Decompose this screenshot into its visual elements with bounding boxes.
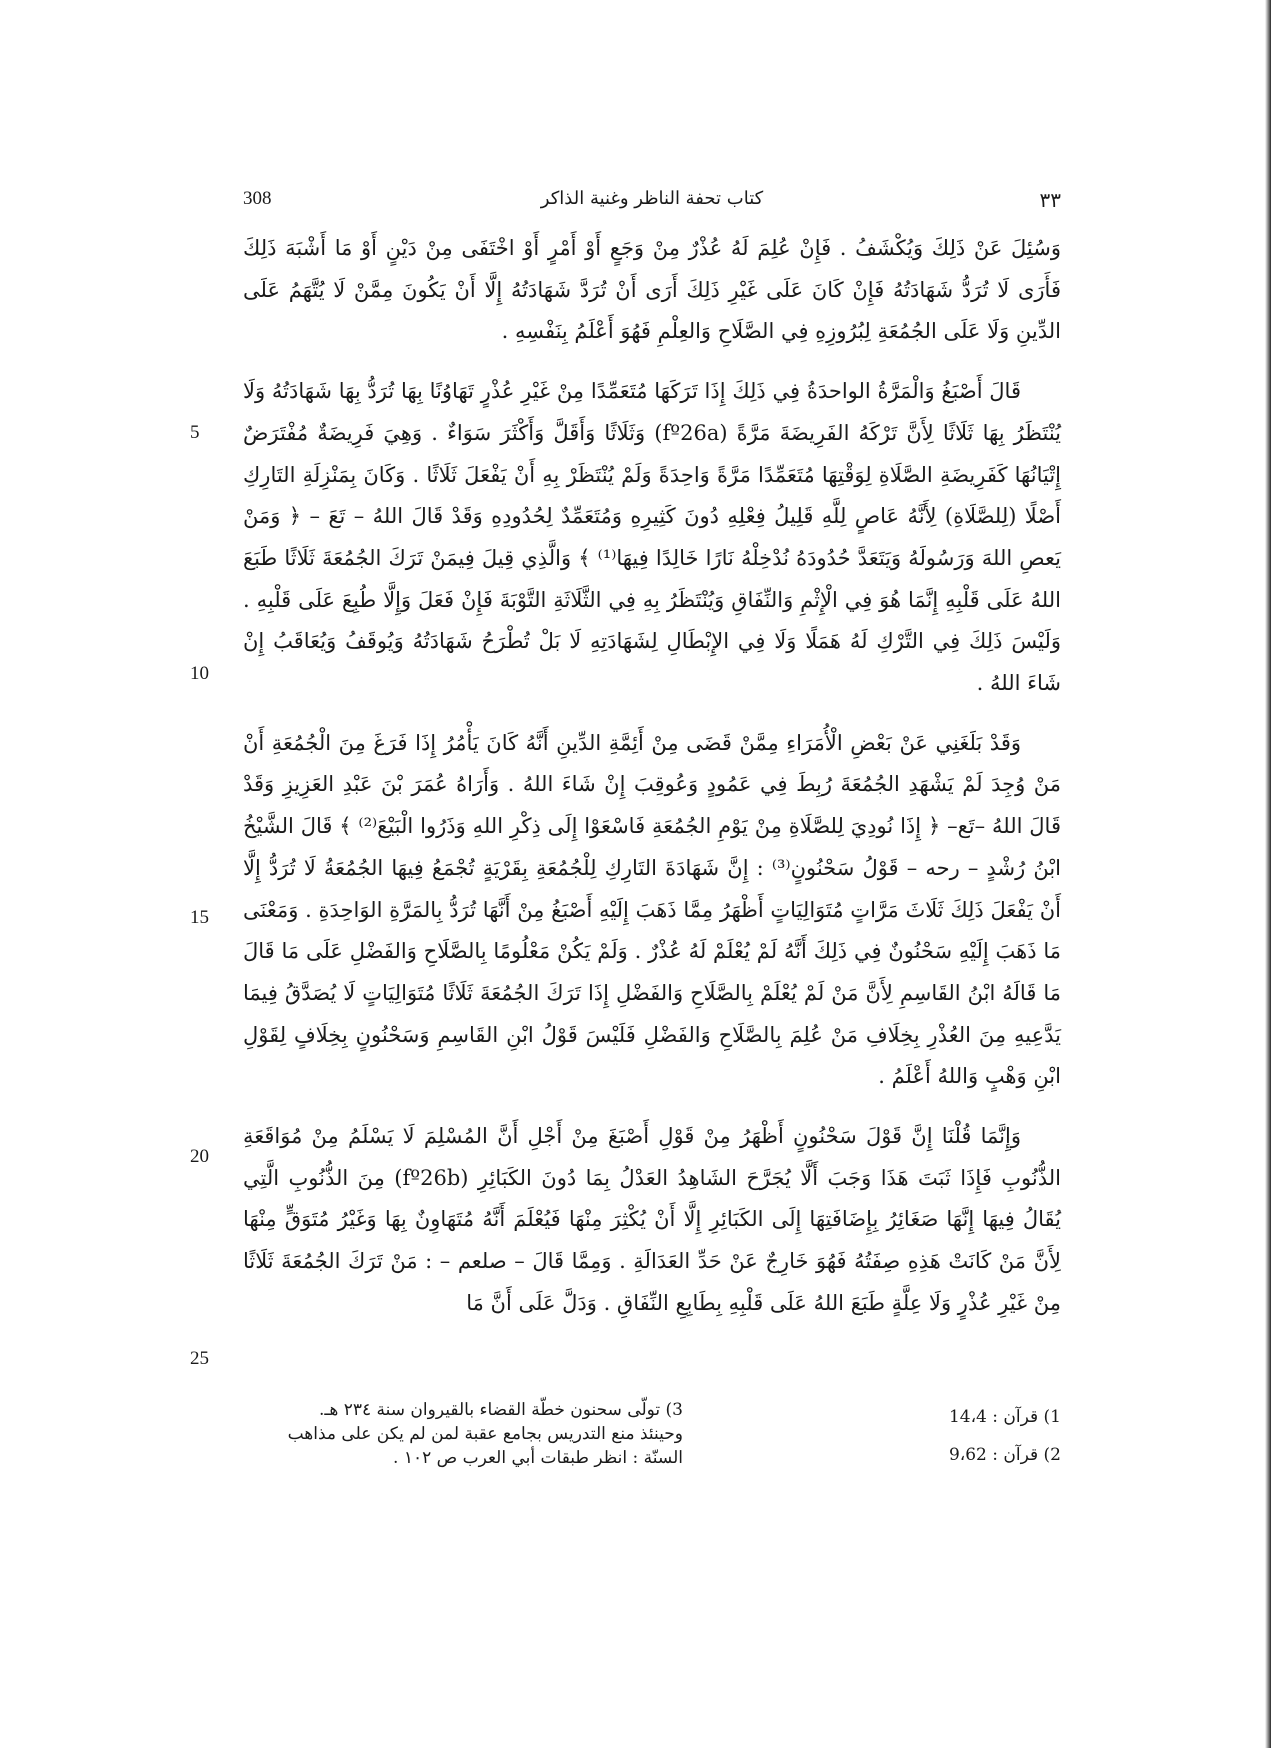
paragraph: وَقَدْ بَلَغَنِي عَنْ بَعْضِ الْأُمَرَاءِ مِمَّنْ قَضَى مِنْ أَئِمَّةِ الدِّينِ أَنَّهُ كَانَ يَأْمُرُ إِذَا فَرَغَ مِنَ الْجُمُعَةِ أَنْ مَنْ وُجِدَ لَمْ يَشْهَدِ الجُمُعَةَ رُبِطَ فِي عَمُودٍ وَعُوقِبَ إِنْ شَاءَ اللهُ . وَأَرَاهُ عُمَرَ بْنَ عَبْدِ العَزِيزِ وَقَدْ قَالَ اللهُ –تَع– ﴿ إِذَا نُودِيَ لِلصَّلَاةِ مِنْ يَوْمِ الجُمُعَةِ فَاسْعَوْا إِلَى ذِكْرِ اللهِ وَذَرُوا الْبَيْعَ⁽²⁾ ﴾ قَالَ الشَّيْخُ ابْنُ رُشْدٍ – رحه – قَوْلُ سَحْنُونٍ⁽³⁾ : إِنَّ شَهَادَةَ التَارِكِ لِلْجُمُعَةِ بِقَرْيَةٍ تُجْمَعُ فِيهَا الجُمُعَةُ لَا تُرَدُّ إِلَّا أَنْ يَفْعَلَ ذَلِكَ ثَلَاثَ مَرَّاتٍ مُتَوَالِيَاتٍ أَظْهَرُ مِمَّا ذَهَبَ إِلَيْهِ أَصْبَغُ مِنْ أَنَّهَا تُرَدُّ بِالمَرَّةِ الوَاحِدَةِ . وَمَعْنَى مَا ذَهَبَ إِلَيْهِ سَحْنُونٌ فِي ذَلِكَ أَنَّهُ لَمْ يُعْلَمْ لَهُ عُذْرٌ . وَلَمْ يَكُنْ مَعْلُومًا بِالصَّلَاحِ وَالفَضْلِ عَلَى مَا قَالَ مَا قَالَهُ ابْنُ القَاسِمِ لِأَنَّ مَنْ لَمْ يُعْلَمْ بِالصَّلَاحِ وَالفَضْلِ إِذَا تَرَكَ الجُمُعَةَ ثَلَاثًا مُتَوَالِيَاتٍ لَا يُصَدَّقُ فِيمَا يَدَّعِيهِ مِنَ العُذْرِ بِخِلَافِ مَنْ عُلِمَ بِالصَّلَاحِ وَالفَضْلِ فَلَيْسَ قَوْلُ ابْنِ القَاسِمِ وَسَحْنُونٍ بِخِلَافٍ لِقَوْلِ ابْنِ وَهْبٍ وَاللهُ أَعْلَمُ . xyxy=(243,730,1061,1089)
footnotes-left-column xyxy=(243,1398,683,1470)
book-title: كتاب تحفة الناظر وغنية الذاكر xyxy=(540,188,764,209)
running-head xyxy=(243,188,1061,218)
line-number: 5 xyxy=(190,422,200,443)
paragraph: قَالَ أَصْبَغُ وَالْمَرَّةُ الواحدَةُ فِي ذَلِكَ إِذَا تَرَكَهَا مُتَعَمِّدًا مِنْ غَيْرِ عُذْرٍ تَهَاوُنًا بِهَا تُرَدُّ بِهَا شَهَادَتُهُ وَلَا يُنْتَظَرُ بِهَا ثَلَاثًا لِأَنَّ تَرْكَهُ الفَرِيضَةَ مَرَّةً (fº26a) وَثَلَاثًا وَأَقَلَّ وَأَكْثَرَ سَوَاءٌ . وَهِيَ فَرِيضَةٌ مُفْتَرَضٌ إِتْيَانُهَا كَفَرِيضَةِ الصَّلَاةِ لِوَقْتِهَا مُتَعَمِّدًا مَرَّةً وَاحِدَةً وَلَمْ يُنْتَظَرْ بِهِ أَنْ يَفْعَلَ ثَلَاثًا . وَكَانَ بِمَنْزِلَةِ التَارِكِ أَصْلًا (لِلصَّلَاةِ) لِأَنَّهُ عَاصٍ لِلَّهِ قَلِيلُ فِعْلِهِ دُونَ كَثِيرِهِ وَمُتَعَمِّدٌ لِحُدُودِهِ وَقَدْ قَالَ اللهُ – تَعَ – ﴿ وَمَنْ يَعصِ اللهَ وَرَسُولَهُ وَيَتَعَدَّ حُدُودَهُ نُدْخِلْهُ نَارًا خَالِدًا فِيهَا⁽¹⁾ ﴾ وَالَّذِي قِيلَ فِيمَنْ تَرَكَ الجُمُعَةَ ثَلَاثًا طَبَعَ اللهُ عَلَى قَلْبِهِ إِنَّمَا هُوَ فِي الْإِثْمِ وَالنِّفَاقِ وَيُنْتَظَرُ بِهِ فِي الثَّلَاثَةِ التَّوْبَةَ فَإِنْ فَعَلَ وَإِلَّا طُبِعَ عَلَى قَلْبِهِ . وَلَيْسَ ذَلِكَ فِي التَّرْكِ لَهُ هَمَلًا وَلَا فِي الإِبْطَالِ لِشَهَادَتِهِ لَا بَلْ تُطْرَحُ شَهَادَتُهُ وَيُوقَفُ وَيُعَاقَبُ إِنْ شَاءَ اللهُ . xyxy=(243,379,1061,696)
footnote-continuation: وحينئذ منع التدريس بجامع عقبة لمن لم يكن على مذاهب xyxy=(287,1424,683,1444)
footnotes-right-column xyxy=(821,1398,1061,1474)
arabic-page-number: ٣٣ xyxy=(1039,188,1061,212)
line-number: 25 xyxy=(190,1348,209,1369)
line-number: 10 xyxy=(190,663,209,684)
scan-edge-shadow xyxy=(1265,0,1271,1748)
line-number: 15 xyxy=(190,907,209,928)
paragraph: وَسُئِلَ عَنْ ذَلِكَ وَيُكْشَفُ . فَإِنْ عُلِمَ لَهُ عُذْرٌ مِنْ وَجَعٍ أَوْ أَمْرٍ أَوْ اخْتَفَى مِنْ دَيْنٍ أَوْ مَا أَشْبَهَ ذَلِكَ فَأَرَى لَا تُرَدُّ شَهَادَتُهُ فَإِنْ كَانَ عَلَى غَيْرِ ذَلِكَ أَرَى أَنْ تُرَدَّ شَهَادَتُهُ إِلَّا أَنْ يَكُونَ مِمَّنْ لَا يُتَّهَمُ عَلَى الدِّينِ وَلَا عَلَى الجُمُعَةِ لِبُرُوزِهِ فِي الصَّلَاحِ وَالعِلْمِ فَهُوَ أَعْلَمُ بِنَفْسِهِ . xyxy=(243,236,1061,344)
paragraph: وَإِنَّمَا قُلْنَا إِنَّ قَوْلَ سَحْنُونٍ أَظْهَرُ مِنْ قَوْلِ أَصْبَغَ مِنْ أَجْلِ أَنَّ المُسْلِمَ لَا يَسْلَمُ مِنْ مُوَاقَعَةِ الذُّنُوبِ فَإِذَا ثَبَتَ هَذَا وَجَبَ أَلَّا يُجَرَّحَ الشَاهِدُ العَدْلُ بِمَا دُونَ الكَبَائِرِ (fº26b) مِنَ الذُّنُوبِ الَّتِي يُقَالُ فِيهَا إِنَّهَا صَغَائِرُ بِإِضَافَتِهَا إِلَى الكَبَائِرِ إِلَّا أَنْ يُكْثِرَ مِنْهَا فَيُعْلَمَ أَنَّهُ مُتَهَاوِنٌ بِهَا وَغَيْرُ مُتَوَقٍّ مِنْهَا لِأَنَّ مَنْ كَانَتْ هَذِهِ صِفَتُهُ فَهُوَ خَارِجٌ عَنْ حَدِّ العَدَالَةِ . وَمِمَّا قَالَ – صلعم – : مَنْ تَرَكَ الجُمُعَةَ ثَلَاثًا مِنْ غَيْرِ عُذْرٍ وَلَا عِلَّةٍ طَبَعَ اللهُ عَلَى قَلْبِهِ بِطَابِعِ النِّفَاقِ . وَدَلَّ عَلَى أَنَّ مَا xyxy=(243,1124,1062,1315)
line-number: 20 xyxy=(190,1146,209,1167)
footnote-continuation: السنّة : انظر طبقات أبي العرب ص ١٠٢ . xyxy=(393,1448,683,1468)
footnote: 2) قرآن : 9،62 xyxy=(948,1445,1061,1465)
footnote: 1) قرآن : 14،4 xyxy=(948,1407,1061,1427)
footnote: 3) تولّى سحنون خطّة القضاء بالقيروان سنة ٢٣٤ هـ. xyxy=(318,1400,683,1420)
footnotes xyxy=(243,1398,1061,1488)
main-text xyxy=(243,228,1061,1325)
page-number: 308 xyxy=(243,188,272,209)
